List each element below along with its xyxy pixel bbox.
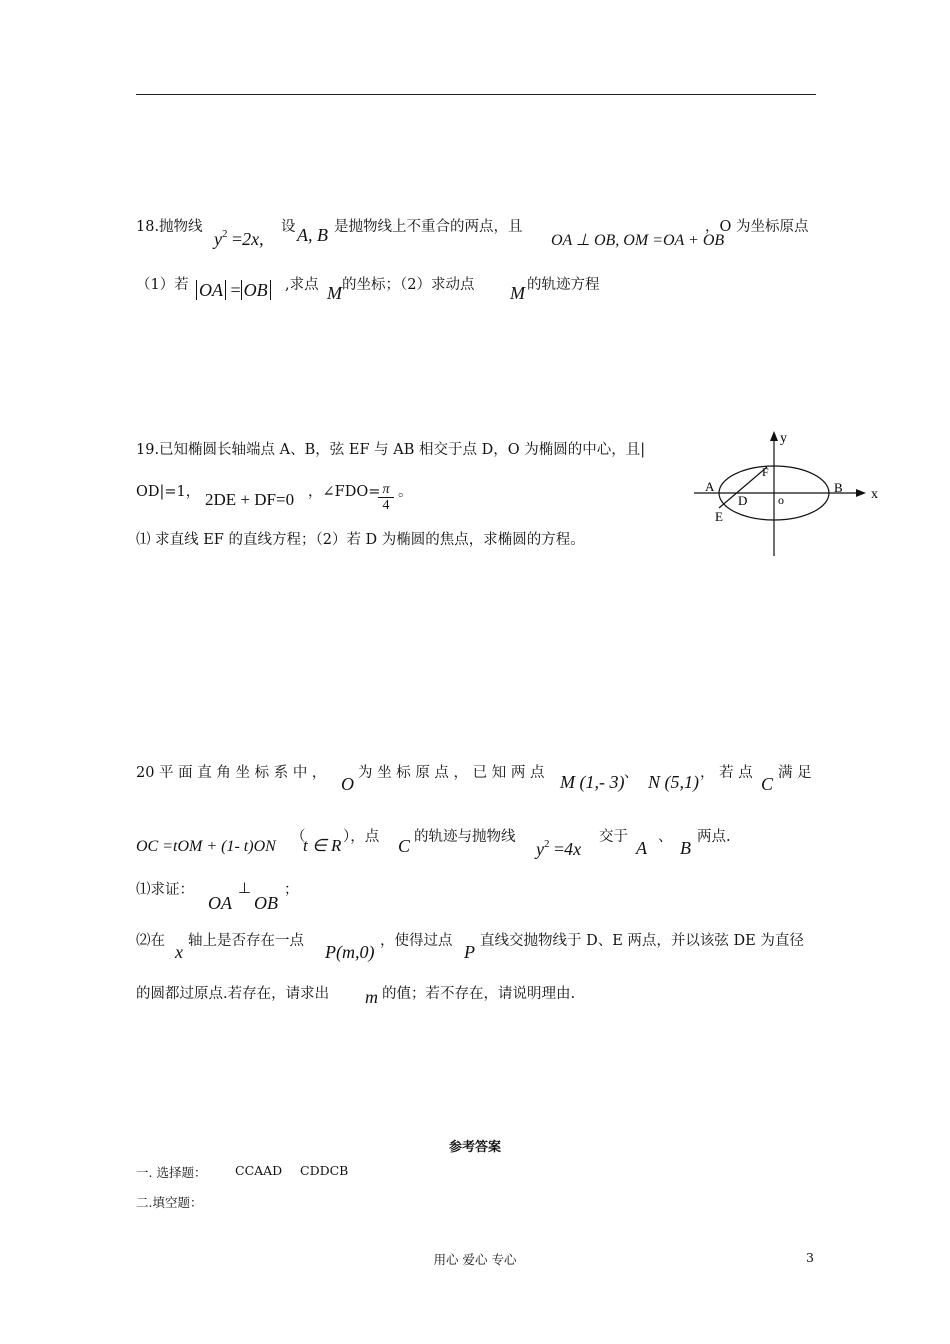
q19-line2a: OD|=1， xyxy=(136,484,201,500)
q20-p1: ⑴求证： xyxy=(136,882,194,898)
answers-row1-label: 一. 选择题： xyxy=(136,1165,207,1180)
q20-b: B xyxy=(680,838,691,858)
label-f: F xyxy=(762,465,769,479)
q18-lead: 18.抛物线 xyxy=(136,219,203,235)
q19-line2c: 。 xyxy=(398,484,413,500)
q20-o: O xyxy=(341,774,354,794)
q20-t6: 两点. xyxy=(697,829,731,845)
q20-c: C xyxy=(761,774,774,794)
q20-sep2: 、 xyxy=(658,829,673,845)
q18-parabola-eq: $y^2 =2x$, xyxy=(214,228,264,249)
q18-m1: M xyxy=(327,283,342,303)
q20-semi: ； xyxy=(284,882,299,898)
q20-p2c: ，使得过点 xyxy=(380,933,453,949)
header-rule xyxy=(136,94,816,95)
answers-title: 参考答案 xyxy=(448,1140,501,1155)
q18-p1-tail: ,求点 xyxy=(285,277,319,293)
q20-t5: 交于 xyxy=(599,829,628,845)
q18-p1-end: 的坐标；（2）求动点 xyxy=(342,277,475,293)
q18-m2: M xyxy=(510,283,525,303)
label-x: x xyxy=(871,487,878,502)
q20-t-in-r: t ∈ R xyxy=(303,836,342,855)
q20-t3: 满 足 xyxy=(778,765,812,781)
q20-parabola: $y^2 =4x$ xyxy=(536,838,582,859)
q20-t2: ， 若 点 xyxy=(700,765,753,781)
q20-p3b: 的值；若不存在，请说明理由. xyxy=(382,986,576,1002)
q18-condition: OA ⊥ OB, OM =OA + OB xyxy=(551,232,725,249)
q20-a: A xyxy=(636,838,647,858)
q19-fraction: $\frac{\pi}{4}$ xyxy=(378,482,394,513)
q18-p2-end: 的轨迹方程 xyxy=(527,277,600,293)
q20-x: x xyxy=(175,942,183,962)
q20-lead: 20 平 面 直 角 坐 标 系 中 ， xyxy=(136,765,327,781)
label-y: y xyxy=(780,431,787,446)
label-b: B xyxy=(834,480,843,495)
q19-line2b: ，∠FDO= xyxy=(308,484,381,500)
q20-t4: 的轨迹与抛物线 xyxy=(414,829,516,845)
q20-p: P xyxy=(464,942,475,962)
q20-p3a: 的圆都过原点.若存在，请求出 xyxy=(136,986,330,1002)
q20-c2: C xyxy=(398,836,411,856)
footer-center: 用心 爱心 专心 xyxy=(433,1252,517,1267)
q20-n-point: N (5,1) xyxy=(648,772,699,792)
q19-line3: ⑴ 求直线 EF 的直线方程；（2）若 D 为椭圆的焦点，求椭圆的方程。 xyxy=(136,532,585,548)
label-a: A xyxy=(705,479,715,494)
q18-she: 设 xyxy=(281,219,296,235)
label-d: D xyxy=(738,493,748,508)
q20-p2d: 直线交抛物线于 D、E 两点，并以该弦 DE 为直径 xyxy=(480,933,804,949)
label-o: o xyxy=(778,493,784,507)
q20-paren-r: ），点 xyxy=(343,829,380,845)
q20-p2b: 轴上是否存在一点 xyxy=(188,933,304,949)
q20-oa: OA xyxy=(208,893,232,913)
q18-text2: ，O 为坐标原点 xyxy=(705,219,809,235)
label-e: E xyxy=(715,509,723,524)
q19-vector-eq: 2DE + DF=0 xyxy=(205,490,295,509)
q20-m-point: M (1,- 3) xyxy=(560,772,625,792)
q20-ob: OB xyxy=(254,893,278,913)
q18-text1: 是抛物线上不重合的两点，且 xyxy=(334,219,523,235)
q20-oc-eq: OC =tOM + (1- t)ON xyxy=(136,838,276,855)
y-axis-arrow-icon xyxy=(770,431,778,441)
q20-m: m xyxy=(365,987,378,1007)
page-number: 3 xyxy=(806,1250,814,1265)
q20-t1: 为 坐 标 原 点 ， 已 知 两 点 xyxy=(358,765,545,781)
x-axis-arrow-icon xyxy=(856,489,866,497)
q20-p-point: P(m,0) xyxy=(325,942,375,962)
answers-row2-label: 二.填空题： xyxy=(136,1195,203,1210)
answers-row1-a: CCAAD xyxy=(235,1163,283,1178)
q20-paren-l: （ xyxy=(291,829,306,845)
q20-perp: ⊥ xyxy=(238,881,252,897)
q18-abs-eq: OA = OB xyxy=(196,280,271,301)
q18-ab: A, B xyxy=(297,225,328,245)
answers-row1-b: CDDCB xyxy=(300,1163,349,1178)
ellipse-figure xyxy=(688,428,898,558)
q20-sep: 、 xyxy=(624,765,639,781)
q20-p2a: ⑵在 xyxy=(136,933,165,949)
q19-line1: 19.已知椭圆长轴端点 A、B，弦 EF 与 AB 相交于点 D，O 为椭圆的中心，且| xyxy=(136,442,646,458)
q18-p1-lead: （1）若 xyxy=(136,277,189,293)
